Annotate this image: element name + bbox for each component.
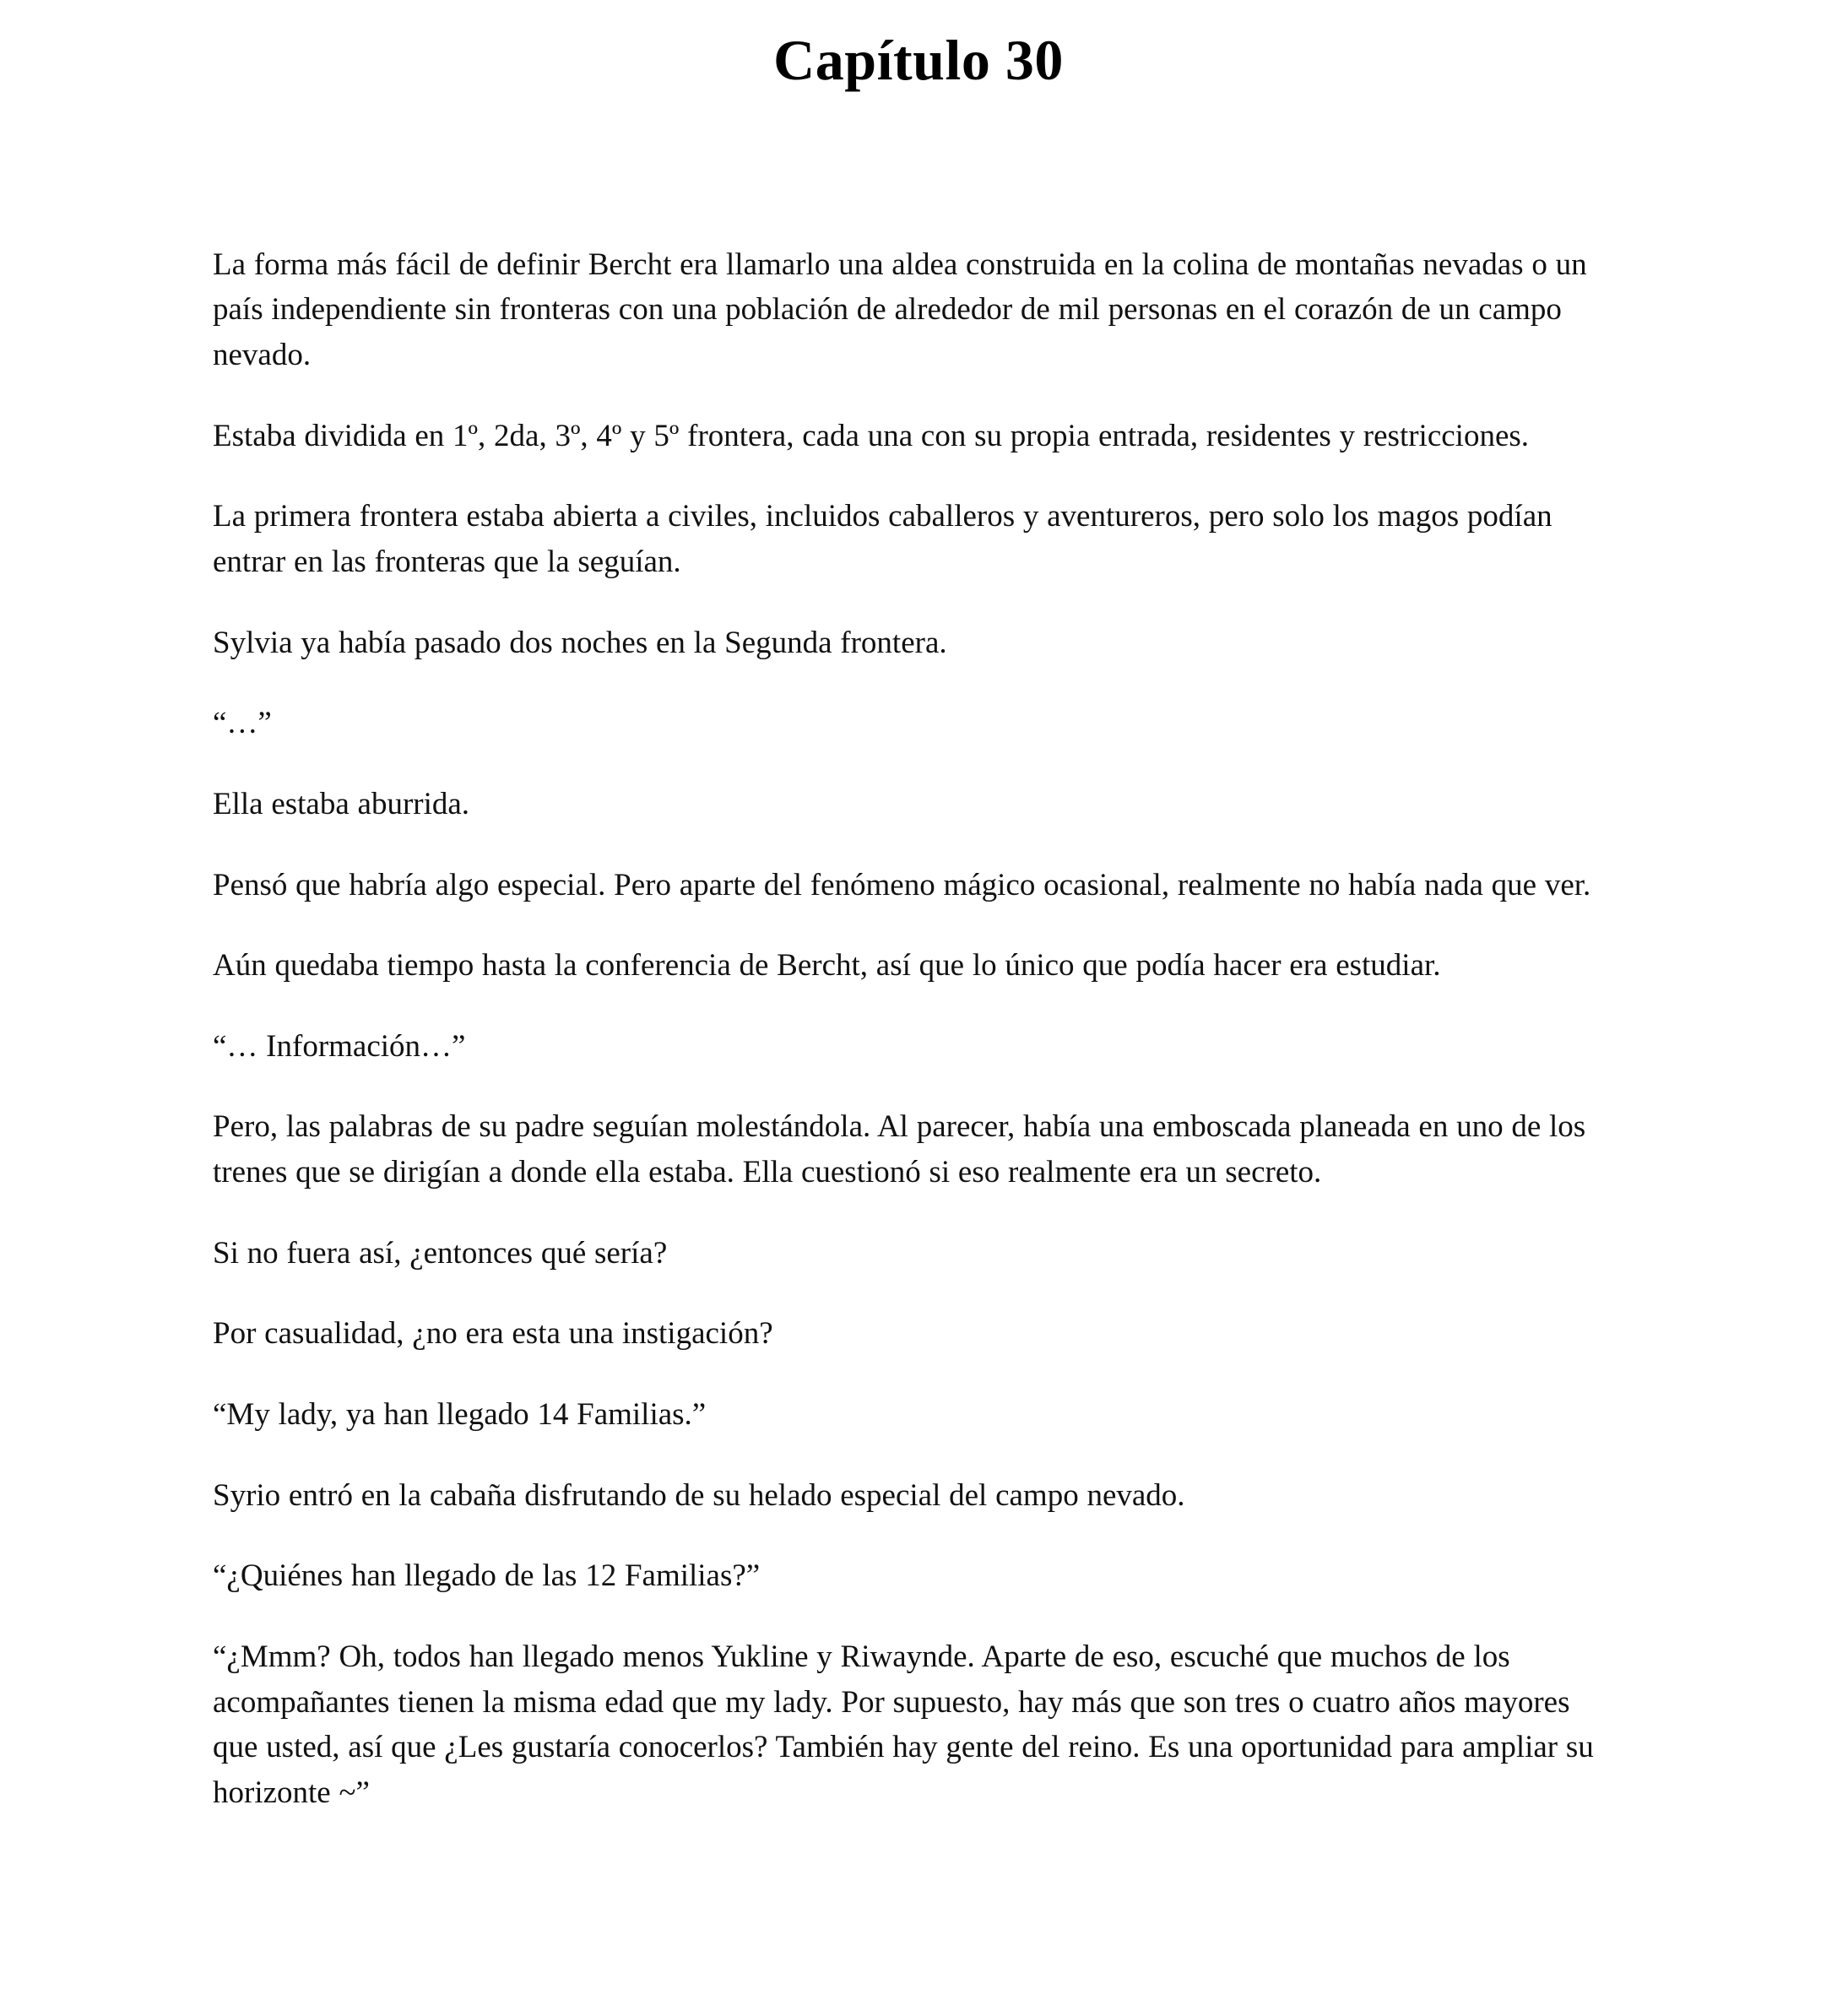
paragraph: Ella estaba aburrida. bbox=[213, 786, 470, 821]
document-page bbox=[0, 29, 1837, 1816]
paragraph: Si no fuera así, ¿entonces qué sería? bbox=[213, 1235, 668, 1271]
paragraph: Pero, las palabras de su padre seguían molestándola. Al parecer, había una emboscada planeada en uno de los trenes que se dirigían a donde ella estaba. Ella cuestionó si eso realmente era un secreto. bbox=[213, 1109, 1586, 1190]
paragraph: Sylvia ya había pasado dos noches en la Segunda frontera. bbox=[213, 625, 947, 660]
paragraph: Por casualidad, ¿no era esta una instigación? bbox=[213, 1316, 773, 1352]
paragraph: Pensó que habría algo especial. Pero aparte del fenómeno mágico ocasional, realmente no había nada que ver. bbox=[213, 867, 1591, 902]
paragraph: “¿Quiénes han llegado de las 12 Familias?” bbox=[213, 1558, 761, 1594]
paragraph: “…” bbox=[213, 706, 272, 741]
paragraph: “… Información…” bbox=[213, 1028, 466, 1064]
paragraph: Estaba dividida en 1º, 2da, 3º, 4º y 5º frontera, cada una con su propia entrada, residentes y restricciones. bbox=[213, 418, 1530, 453]
paragraph: “My lady, ya han llegado 14 Familias.” bbox=[213, 1397, 707, 1433]
paragraph: La forma más fácil de definir Bercht era llamarlo una aldea construida en la colina de montañas nevadas o un país independiente sin fronteras con una población de alrededor de mil personas en el corazón de un campo nevado. bbox=[213, 247, 1587, 373]
chapter-body bbox=[213, 242, 1631, 1816]
paragraph: Aún quedaba tiempo hasta la conferencia de Bercht, así que lo único que podía hacer era estudiar. bbox=[213, 948, 1441, 984]
paragraph: La primera frontera estaba abierta a civiles, incluidos caballeros y aventureros, pero solo los magos podían entrar en las fronteras que la seguían. bbox=[213, 499, 1553, 579]
paragraph: Syrio entró en la cabaña disfrutando de su helado especial del campo nevado. bbox=[213, 1477, 1185, 1513]
page-title: Capítulo 30 bbox=[773, 28, 1064, 92]
paragraph: “¿Mmm? Oh, todos han llegado menos Yukline y Riwaynde. Aparte de eso, escuché que muchos de los acompañantes tienen la misma edad que my lady. Por supuesto, hay más que son tres o cuatro años mayores que usted, así que ¿Les gustaría conocerlos? También hay gente del reino. Es una oportunidad para ampliar su horizonte ~” bbox=[213, 1639, 1594, 1810]
